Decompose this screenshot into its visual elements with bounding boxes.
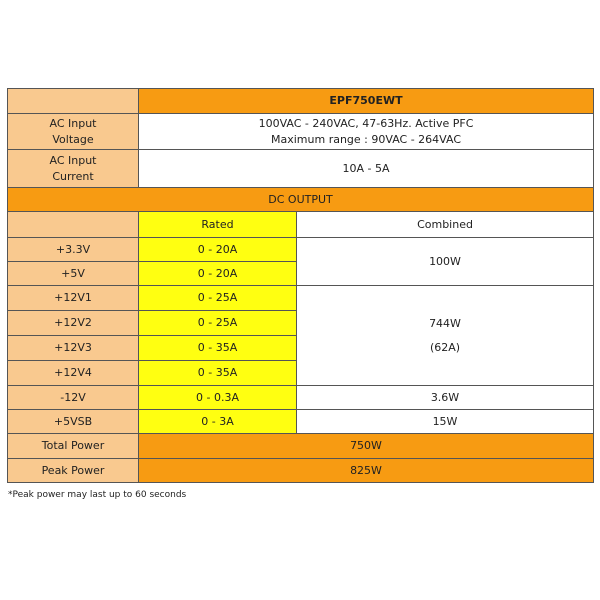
- rail-rated: 0 - 35A: [139, 336, 297, 361]
- combined-12v-amps: (62A): [429, 340, 461, 354]
- combined-header: Combined: [297, 212, 594, 238]
- dc-output-title: DC OUTPUT: [8, 188, 594, 212]
- rail-header-blank: [8, 212, 139, 238]
- ac-input-voltage-label: AC Input Voltage: [8, 114, 139, 150]
- combined-low-voltage: 100W: [297, 238, 594, 286]
- model-name: EPF750EWT: [139, 89, 594, 114]
- combined-neg12v: 3.6W: [297, 386, 594, 410]
- header-blank-cell: [8, 89, 139, 114]
- rail-name: +5V: [8, 262, 139, 286]
- rail-name: +5VSB: [8, 410, 139, 434]
- peak-power-value: 825W: [139, 459, 594, 483]
- total-power-label: Total Power: [8, 434, 139, 459]
- ac-input-current-label: AC Input Current: [8, 150, 139, 188]
- total-power-value: 750W: [139, 434, 594, 459]
- rail-rated: 0 - 35A: [139, 361, 297, 386]
- rail-rated: 0 - 0.3A: [139, 386, 297, 410]
- rail-rated: 0 - 25A: [139, 286, 297, 311]
- rail-rated: 0 - 25A: [139, 311, 297, 336]
- ac-input-current-value: 10A - 5A: [139, 150, 594, 188]
- peak-power-label: Peak Power: [8, 459, 139, 483]
- combined-5vsb: 15W: [297, 410, 594, 434]
- rail-name: -12V: [8, 386, 139, 410]
- combined-12v: [297, 286, 594, 386]
- rail-name: +12V2: [8, 311, 139, 336]
- psu-spec-table: [7, 88, 594, 483]
- rail-name: +12V1: [8, 286, 139, 311]
- ac-input-voltage-value: 100VAC - 240VAC, 47-63Hz. Active PFC Maximum range : 90VAC - 264VAC: [139, 114, 594, 150]
- rail-name: +12V4: [8, 361, 139, 386]
- rail-rated: 0 - 20A: [139, 262, 297, 286]
- rated-header: Rated: [139, 212, 297, 238]
- rail-name: +12V3: [8, 336, 139, 361]
- rail-name: +3.3V: [8, 238, 139, 262]
- footnote: *Peak power may last up to 60 seconds: [8, 490, 187, 500]
- combined-12v-watts: 744W: [429, 316, 461, 330]
- rail-rated: 0 - 20A: [139, 238, 297, 262]
- rail-rated: 0 - 3A: [139, 410, 297, 434]
